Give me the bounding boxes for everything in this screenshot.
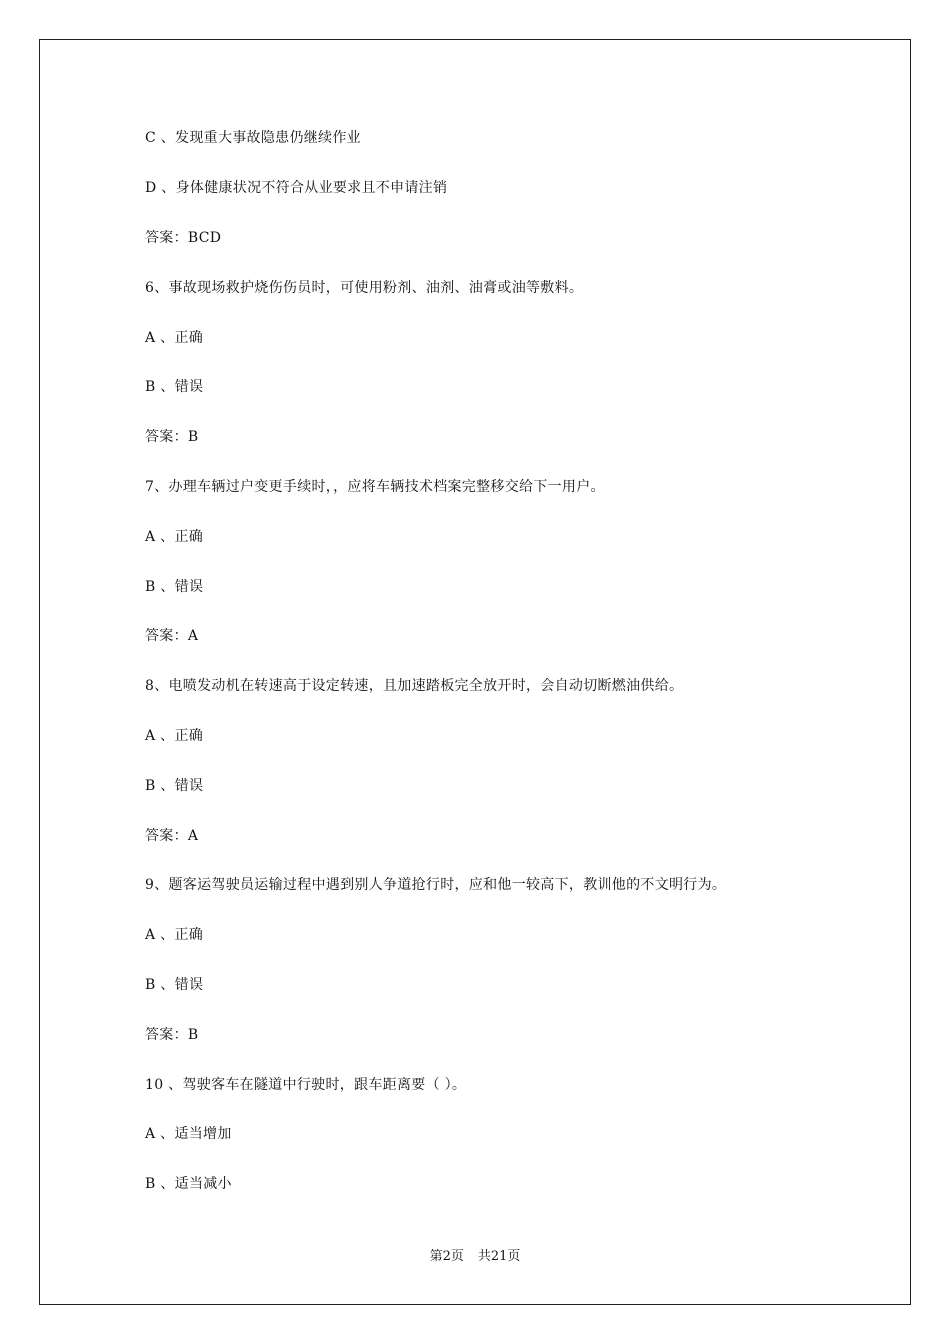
answer-q7: 答案：A <box>145 628 199 644</box>
option-a-q7: A 、正确 <box>145 529 204 545</box>
option-b-q9: B 、错误 <box>145 977 204 993</box>
page-total: 共21页 <box>477 1249 521 1264</box>
question-6: 6、事故现场救护烧伤伤员时，可使用粉剂、油剂、油膏或油等敷料。 <box>145 280 584 296</box>
option-b-q6: B 、错误 <box>145 379 204 395</box>
option-a-q10: A 、适当增加 <box>145 1126 232 1142</box>
answer-q9: 答案：B <box>145 1027 199 1043</box>
answer-q8: 答案：A <box>145 828 199 844</box>
question-9: 9、题客运驾驶员运输过程中遇到别人争道抢行时，应和他一较高下，教训他的不文明行为。 <box>145 877 727 893</box>
option-a-q8: A 、正确 <box>145 728 204 744</box>
option-a-q6: A 、正确 <box>145 330 204 346</box>
option-b-q10: B 、适当减小 <box>145 1176 232 1192</box>
option-c-q5: C 、发现重大事故隐患仍继续作业 <box>145 130 361 146</box>
page-footer <box>0 1248 950 1266</box>
question-8: 8、电喷发动机在转速高于设定转速，且加速踏板完全放开时，会自动切断燃油供给。 <box>145 678 684 694</box>
option-b-q8: B 、错误 <box>145 778 204 794</box>
question-10: 10 、驾驶客车在隧道中行驶时，跟车距离要（ ）。 <box>145 1077 467 1093</box>
answer-q6: 答案：B <box>145 429 199 445</box>
answer-q5: 答案：BCD <box>145 230 222 246</box>
page-number: 第2页 <box>429 1249 464 1264</box>
option-a-q9: A 、正确 <box>145 927 204 943</box>
question-7: 7、办理车辆过户变更手续时，，应将车辆技术档案完整移交给下一用户。 <box>145 479 605 495</box>
option-b-q7: B 、错误 <box>145 579 204 595</box>
option-d-q5: D 、身体健康状况不符合从业要求且不申请注销 <box>145 180 448 196</box>
